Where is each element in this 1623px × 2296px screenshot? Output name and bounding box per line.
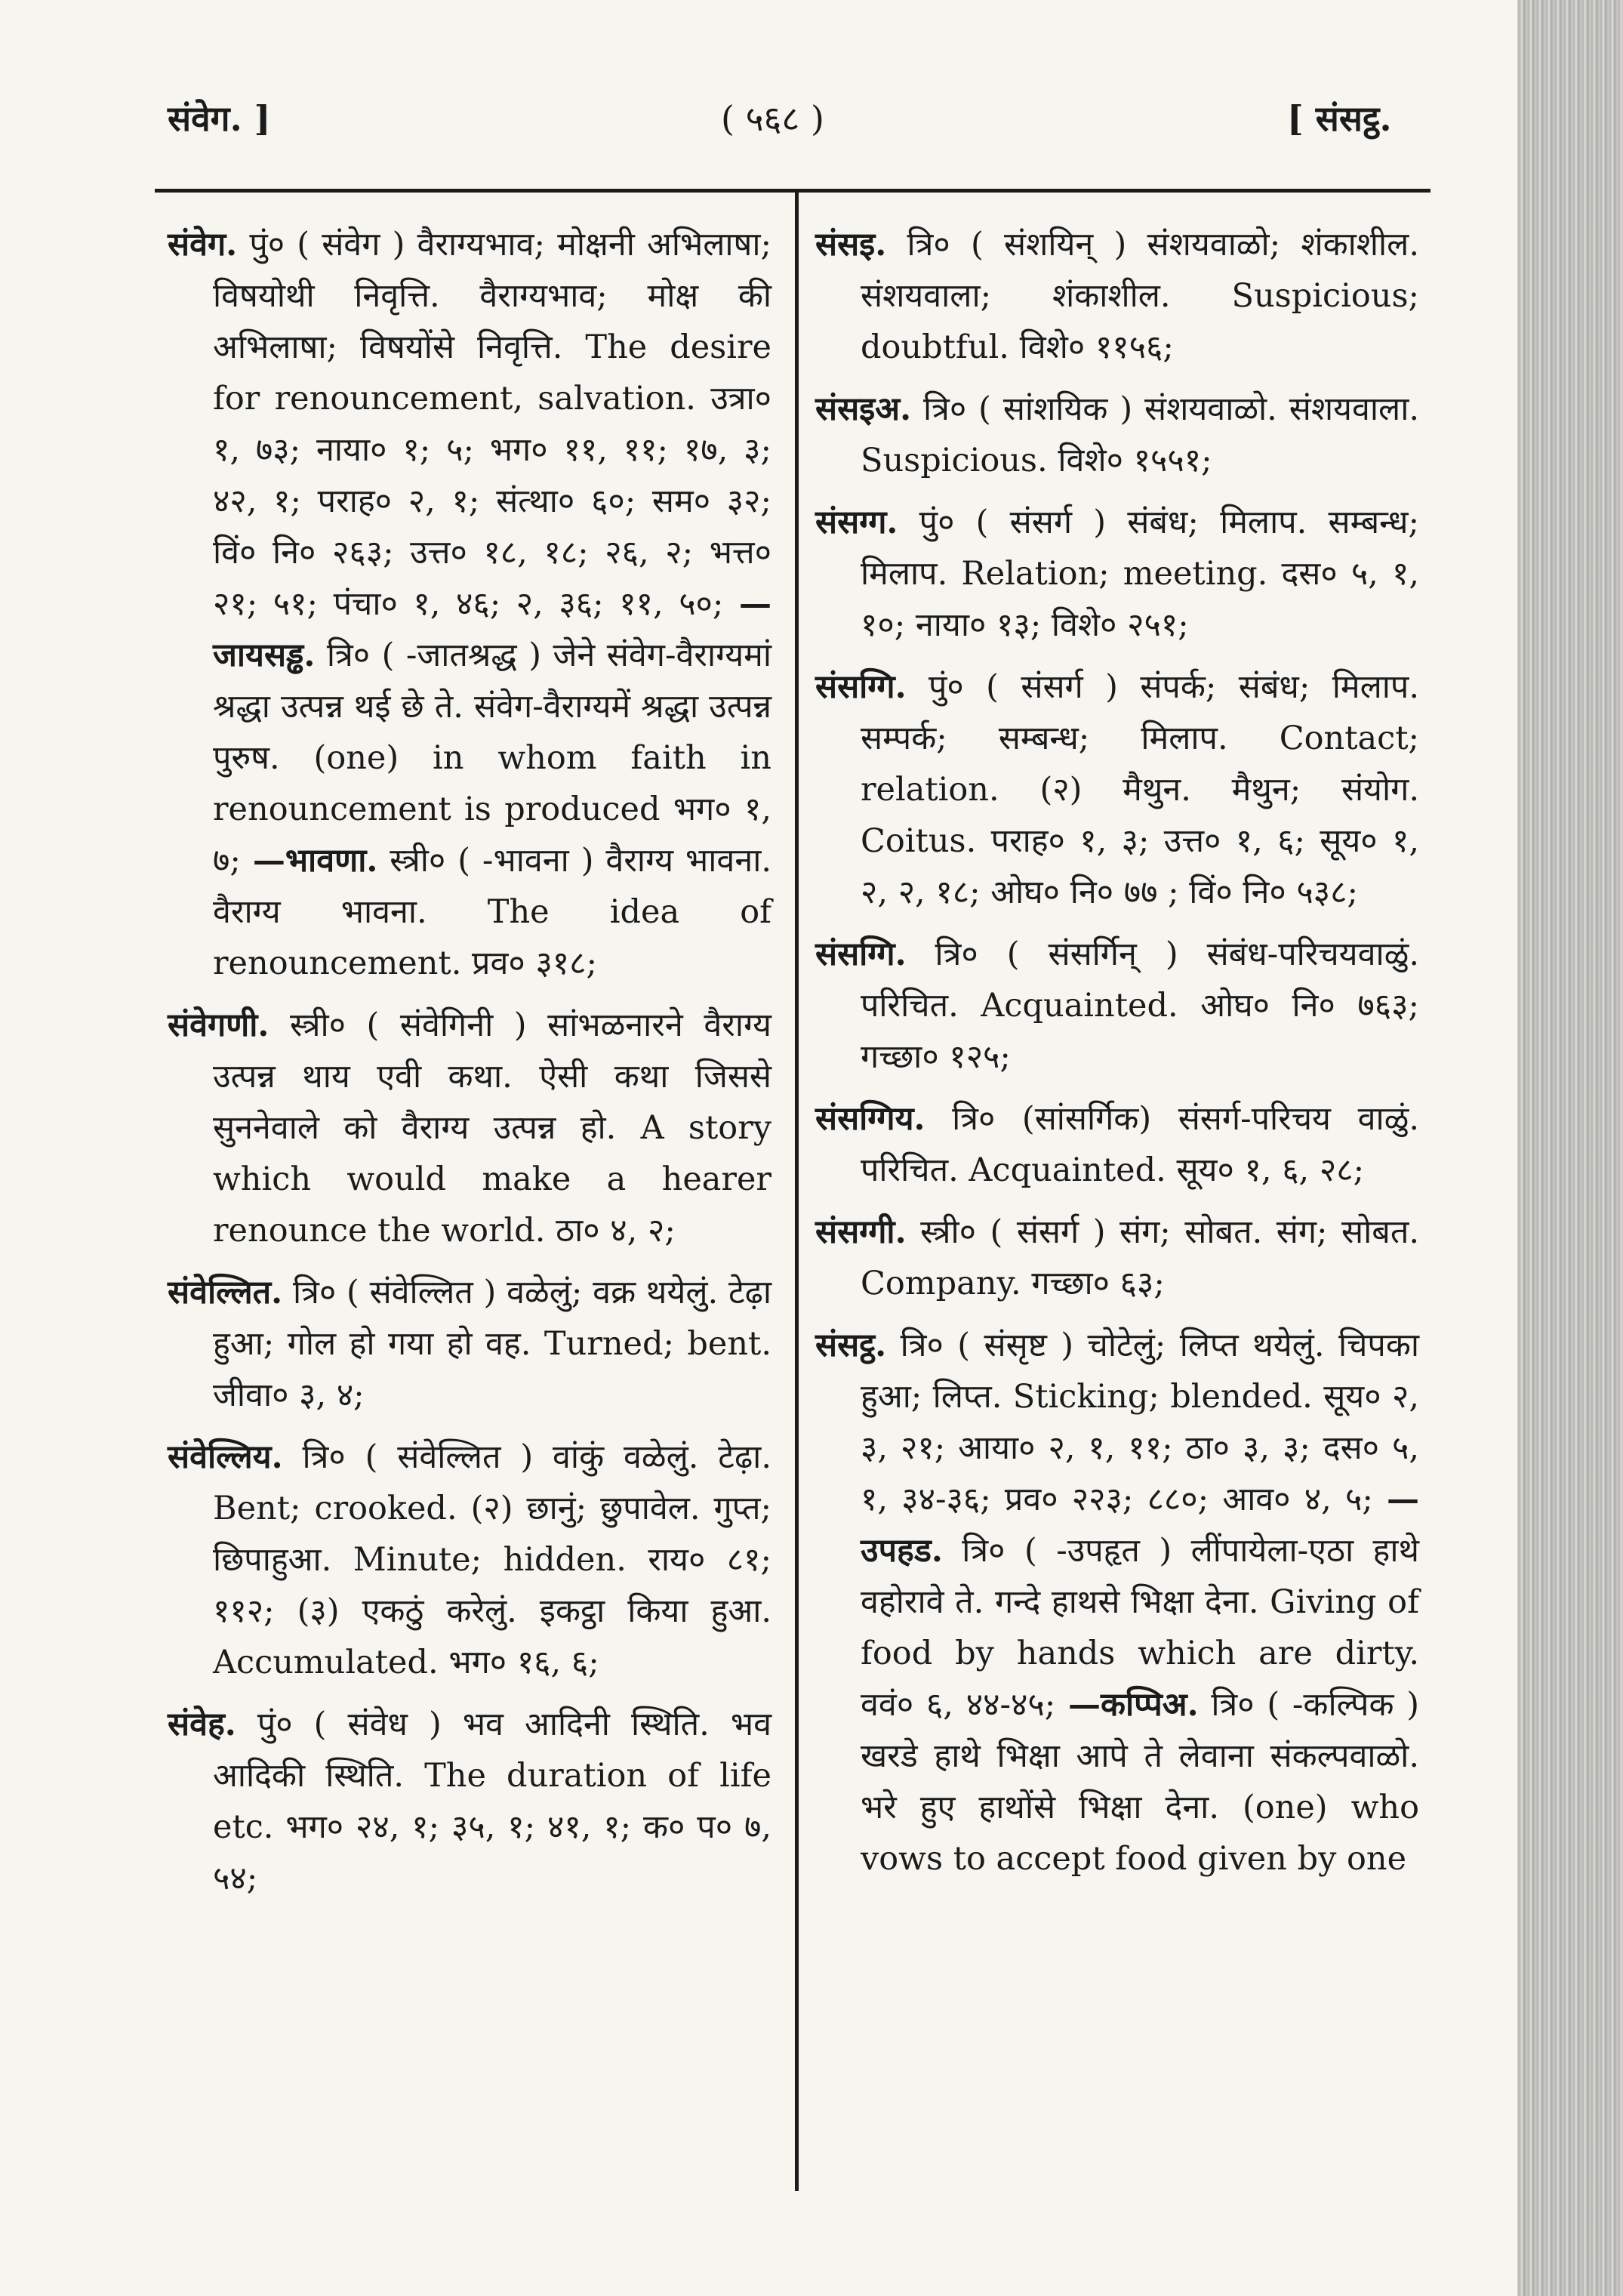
dictionary-entry	[815, 1320, 1419, 1885]
entry-headword: संसग्गी.	[815, 1213, 907, 1251]
entry-headword: संवेग.	[168, 226, 238, 264]
dictionary-entry	[815, 661, 1419, 918]
page-edge-shadow	[1517, 0, 1623, 2296]
dictionary-entry	[815, 1207, 1419, 1309]
dictionary-entry	[815, 384, 1419, 486]
entry-headword: संसट्ठ.	[815, 1327, 887, 1364]
entry-headword: संवेह.	[168, 1706, 236, 1743]
dictionary-entry	[815, 929, 1419, 1083]
entry-text: त्रि० ( संसर्गिन् ) संबंध-परिचयवाळुं. परिचित. Acquainted. ओघ० नि० ७६३; गच्छा० १२५;	[861, 935, 1419, 1076]
dictionary-entry	[168, 1000, 771, 1256]
dictionary-entry	[168, 1699, 771, 1904]
dictionary-entry	[815, 497, 1419, 651]
entry-text: त्रि० ( संवेल्लित ) वांकुं वळेलुं. टेढ़ा. Bent; crooked. (२) छानुं; छुपावेल. गुप्त; छिपाहुआ. Minute; hidden. राय० ८१; ११२; (३) एकठुं करेलुं. इकट्ठा किया हुआ. Accumulated. भग० १६, ६;	[213, 1438, 771, 1681]
sub-entry-headword: —उपहड.	[861, 1481, 1420, 1570]
sub-entry-text: त्रि० ( -जातश्रद्ध ) जेने संवेग-वैराग्यमां श्रद्धा उत्पन्न थई छे ते. संवेग-वैराग्यमें श्रद्धा उत्पन्न पुरुष. (one) in whom faith in renouncement is produced भग० १, ७;	[213, 636, 771, 880]
entry-headword: संसइ.	[815, 226, 887, 264]
entry-text: स्त्री० ( संसर्ग ) संग; सोबत. संग; सोबत. Company. गच्छा० ६३;	[861, 1213, 1419, 1302]
entry-headword: संसग्गि.	[815, 668, 907, 706]
column-divider	[795, 190, 799, 2191]
left-column	[168, 219, 771, 1915]
page-number: ( ५६८ )	[721, 98, 824, 139]
entry-text: स्त्री० ( संवेगिनी ) सांभळनारने वैराग्य उत्पन्न थाय एवी कथा. ऐसी कथा जिससे सुननेवाले को वैराग्य उत्पन्न हो. A story which would make a hearer renounce the world. ठा० ४, २;	[213, 1006, 771, 1250]
sub-entry-headword: —जायसड्ढ.	[213, 585, 771, 674]
dictionary-entry	[815, 219, 1419, 373]
header-right-guideword: [ संसट्ठ.	[1287, 98, 1392, 139]
entry-headword: संसग्गिय.	[815, 1100, 925, 1138]
dictionary-entry	[168, 1267, 771, 1421]
entry-text: त्रि० (सांसर्गिक) संसर्ग-परिचय वाळुं. परिचित. Acquainted. सूय० १, ६, २८;	[861, 1100, 1419, 1189]
entry-headword: संवेल्लित.	[168, 1274, 283, 1311]
entry-headword: संसग्गि.	[815, 935, 907, 973]
dictionary-entry	[815, 1093, 1419, 1196]
dictionary-entry	[168, 1432, 771, 1688]
entry-text: पुं० ( संवेध ) भव आदिनी स्थिति. भव आदिकी स्थिति. The duration of life etc. भग० २४, १; ३५, १; ४१, १; क० प० ७, ५४;	[213, 1706, 771, 1897]
sub-entry-text: त्रि० ( -कल्पिक ) खरडे हाथे भिक्षा आपे ते लेवाना संकल्पवाळो. भरे हुए हाथोंसे भिक्षा देना. (one) who vows to accept food given by one	[861, 1686, 1420, 1878]
dictionary-entry	[168, 219, 771, 989]
right-column	[815, 219, 1419, 1895]
sub-entry-headword: —भावणा.	[252, 842, 378, 880]
entry-headword: संवेल्लिय.	[168, 1438, 283, 1476]
entry-text: त्रि० ( संवेल्लित ) वळेलुं; वक्र थयेलुं. टेढ़ा हुआ; गोल हो गया हो वह. Turned; bent. जीवा० ३, ४;	[213, 1274, 771, 1414]
entry-text: पुं० ( संसर्ग ) संपर्क; संबंध; मिलाप. सम्पर्क; सम्बन्ध; मिलाप. Contact; relation. (२) मैथुन. मैथुन; संयोग. Coitus. पराह० १, ३; उत्त० १, ६; सूय० १, २, २, १८; ओघ० नि० ७७ ; विं० नि० ५३८;	[861, 668, 1419, 911]
sub-entry-headword: —कप्पिअ.	[1067, 1686, 1199, 1724]
entry-headword: संवेगणी.	[168, 1006, 269, 1044]
entry-headword: संसग्ग.	[815, 504, 898, 541]
header-left-guideword: संवेग. ]	[168, 98, 271, 139]
entry-text: त्रि० ( संशयिन् ) संशयवाळो; शंकाशील. संशयवाला; शंकाशील. Suspicious; doubtful. विशे० ११५६;	[861, 226, 1419, 366]
entry-headword: संसइअ.	[815, 390, 912, 428]
entry-text: त्रि० ( संसृष्ट ) चोटेलुं; लिप्त थयेलुं. चिपका हुआ; लिप्त. Sticking; blended. सूय० २, ३, २१; आया० २, १, ११; ठा० ३, ३; दस० ५, १, ३४-३६; प्रव० २२३; ८८०; आव० ४, ५;	[861, 1327, 1419, 1518]
sub-entry-text: स्त्री० ( -भावना ) वैराग्य भावना. वैराग्य भावना. The idea of renouncement. प्रव० ३१८;	[213, 842, 771, 982]
sub-entry-text: त्रि० ( -उपहृत ) लींपायेला-एठा हाथे वहोरावे ते. गन्दे हाथसे भिक्षा देना. Giving of food by hands which are dirty. ववं० ६, ४४-४५;	[861, 1532, 1419, 1724]
header-rule	[155, 189, 1431, 193]
entry-text: पुं० ( संसर्ग ) संबंध; मिलाप. सम्बन्ध; मिलाप. Relation; meeting. दस० ५, १, १०; नाया० १३; विशे० २५१;	[861, 504, 1419, 644]
entry-text: पुं० ( संवेग ) वैराग्यभाव; मोक्षनी अभिलाषा; विषयोथी निवृत्ति. वैराग्यभाव; मोक्ष की अभिलाषा; विषयोंसे निवृत्ति. The desire for renouncement, salvation. उत्रा० १, ७३; नाया० १; ५; भग० ११, ११; १७, ३; ४२, १; पराह० २, १; संत्था० ६०; सम० ३२; विं० नि० २६३; उत्त० १८, १८; २६, २; भत्त० २१; ५१; पंचा० १, ४६; २, ३६; ११, ५०;	[213, 226, 771, 623]
entry-text: त्रि० ( सांशयिक ) संशयवाळो. संशयवाला. Suspicious. विशे० १५५१;	[861, 390, 1419, 479]
